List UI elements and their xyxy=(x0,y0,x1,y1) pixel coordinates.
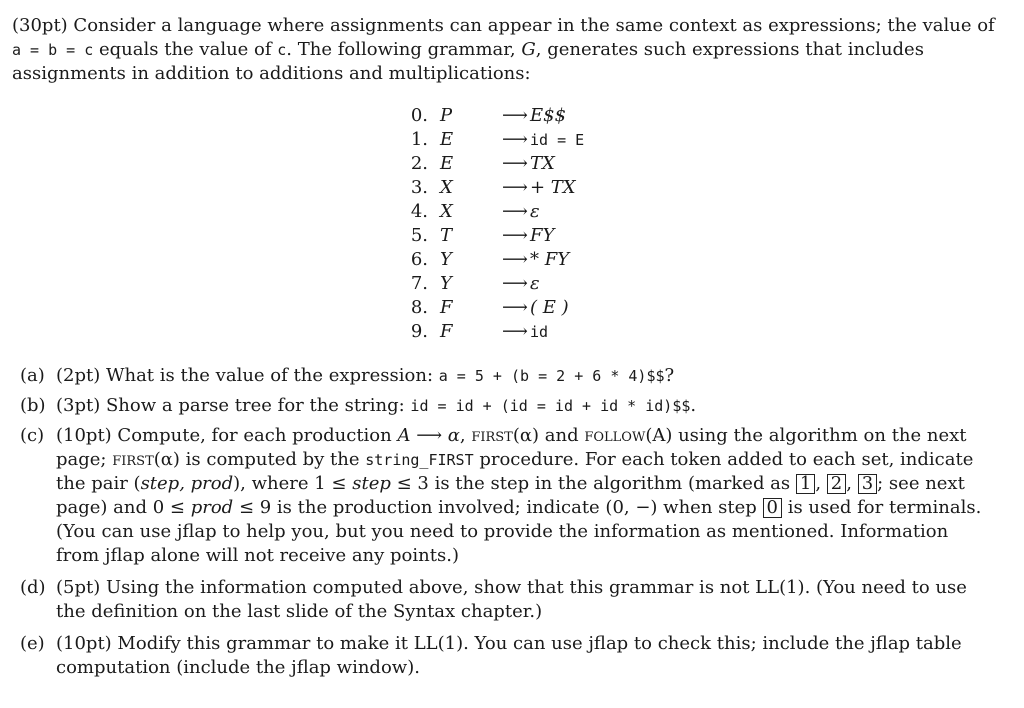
production-lhs: T xyxy=(440,225,453,246)
production-arrow: ⟶ xyxy=(502,177,528,198)
question-c-t9: ; see next page) and 0 ≤ xyxy=(56,473,965,518)
intro-code-c: c xyxy=(277,41,287,59)
intro-text-1: (30pt) Consider a language where assignments can appear in the same context as expressions; the value of xyxy=(12,15,995,36)
question-c-first-2: first xyxy=(112,449,154,470)
question-label: (e) xyxy=(20,633,45,654)
production-lhs: Y xyxy=(440,249,452,270)
question-c-follow: follow xyxy=(584,425,646,446)
production-arrow: ⟶ xyxy=(502,321,528,342)
question-c-code: string_FIRST xyxy=(365,451,474,469)
question-label: (d) xyxy=(20,577,46,598)
question-label: (c) xyxy=(20,425,45,446)
production-row xyxy=(398,272,658,296)
production-arrow: ⟶ xyxy=(502,297,528,318)
production-rhs: id = E xyxy=(530,131,585,149)
question-c-prod: prod xyxy=(190,497,234,518)
production-rhs: id xyxy=(530,323,549,341)
production-row xyxy=(398,104,658,128)
question-c-t5: (α) is computed by the xyxy=(153,449,366,470)
production-number: 4. xyxy=(410,201,428,222)
production-row xyxy=(398,176,658,200)
step-box-2: 2 xyxy=(827,474,846,494)
question-b-end: . xyxy=(690,395,697,416)
question-e xyxy=(20,632,988,680)
production-lhs: X xyxy=(440,201,453,222)
step-box-0: 0 xyxy=(763,498,782,518)
production-rhs: FY xyxy=(530,225,555,246)
question-b-text: (3pt) Show a parse tree for the string: xyxy=(56,395,411,416)
production-rhs: + TX xyxy=(530,177,576,198)
production-number: 2. xyxy=(410,153,428,174)
production-lhs: P xyxy=(440,105,453,126)
production-number: 7. xyxy=(410,273,428,294)
question-c-sep1: , xyxy=(815,473,827,494)
question-b-code: id = id + (id = id + id * id)$$ xyxy=(410,397,691,415)
production-lhs: F xyxy=(440,321,453,342)
intro-text-4: , generates such expressions that includes assignments in addition to additions and multiplications: xyxy=(12,39,924,84)
production-rhs: * FY xyxy=(530,249,570,270)
intro-grammar-name: G xyxy=(521,39,536,60)
production-rhs: ε xyxy=(530,273,540,294)
production-number: 8. xyxy=(410,297,428,318)
production-number: 1. xyxy=(410,129,428,150)
question-c-t11: is used for terminals. (You can use jflap to help you, but you need to provide the information as mentioned. Information from jflap alone will not receive any points.) xyxy=(56,497,982,566)
production-arrow: ⟶ xyxy=(502,249,528,270)
question-a-end: ? xyxy=(664,365,675,386)
production-row xyxy=(398,200,658,224)
production-number: 0. xyxy=(410,105,428,126)
step-box-1: 1 xyxy=(796,474,815,494)
problem-intro xyxy=(12,14,1002,86)
production-arrow: ⟶ xyxy=(502,225,528,246)
production-number: 3. xyxy=(410,177,428,198)
production-rhs: E$$ xyxy=(530,105,567,126)
question-c xyxy=(20,424,988,568)
question-c-t8: ≤ 3 is the step in the algorithm (marked as xyxy=(390,473,796,494)
production-rhs: ε xyxy=(530,201,540,222)
question-c-t2: , xyxy=(459,425,472,446)
question-list xyxy=(20,364,988,688)
question-c-sep2: , xyxy=(846,473,858,494)
question-c-first: first xyxy=(471,425,513,446)
production-row xyxy=(398,152,658,176)
production-lhs: F xyxy=(440,297,453,318)
question-c-production: A ⟶ α xyxy=(397,425,460,446)
question-label: (a) xyxy=(20,365,45,386)
question-label: (b) xyxy=(20,395,46,416)
question-c-step: step xyxy=(352,473,391,494)
question-c-t6: procedure. For each token added to each set, indicate the pair ( xyxy=(56,449,974,494)
production-arrow: ⟶ xyxy=(502,201,528,222)
production-rhs: ( E ) xyxy=(530,297,569,318)
question-c-t3: (α) and xyxy=(512,425,585,446)
production-row xyxy=(398,296,658,320)
question-c-t4: (A) using the algorithm on the next page; xyxy=(56,425,967,470)
question-a xyxy=(20,364,988,388)
intro-text-3: . The following grammar, xyxy=(286,39,522,60)
production-row xyxy=(398,320,658,344)
production-lhs: X xyxy=(440,177,453,198)
question-c-t10: ≤ 9 is the production involved; indicate (0, −) when step xyxy=(233,497,763,518)
production-lhs: Y xyxy=(440,273,452,294)
question-c-pair: step, prod xyxy=(140,473,234,494)
production-arrow: ⟶ xyxy=(502,129,528,150)
production-lhs: E xyxy=(440,153,454,174)
production-number: 5. xyxy=(410,225,428,246)
production-number: 9. xyxy=(410,321,428,342)
question-c-t7: ), where 1 ≤ xyxy=(233,473,353,494)
question-a-text: (2pt) What is the value of the expression: xyxy=(56,365,439,386)
production-row xyxy=(398,224,658,248)
question-d xyxy=(20,576,988,624)
question-e-text: (10pt) Modify this grammar to make it LL(1). You can use jflap to check this; include the jflap table computation (include the jflap window). xyxy=(56,633,962,678)
production-arrow: ⟶ xyxy=(502,273,528,294)
intro-text-2: equals the value of xyxy=(93,39,278,60)
step-box-3: 3 xyxy=(858,474,877,494)
production-number: 6. xyxy=(410,249,428,270)
question-d-text: (5pt) Using the information computed above, show that this grammar is not LL(1). (You need to use the definition on the last slide of the Syntax chapter.) xyxy=(56,577,967,622)
production-row xyxy=(398,248,658,272)
production-rhs: TX xyxy=(530,153,555,174)
question-c-t1: (10pt) Compute, for each production xyxy=(56,425,398,446)
question-b xyxy=(20,394,988,418)
production-row xyxy=(398,128,658,152)
question-a-code: a = 5 + (b = 2 + 6 * 4)$$ xyxy=(438,367,665,385)
production-arrow: ⟶ xyxy=(502,105,528,126)
intro-code-assign: a = b = c xyxy=(12,41,94,59)
production-arrow: ⟶ xyxy=(502,153,528,174)
grammar-productions xyxy=(398,104,658,344)
production-lhs: E xyxy=(440,129,454,150)
